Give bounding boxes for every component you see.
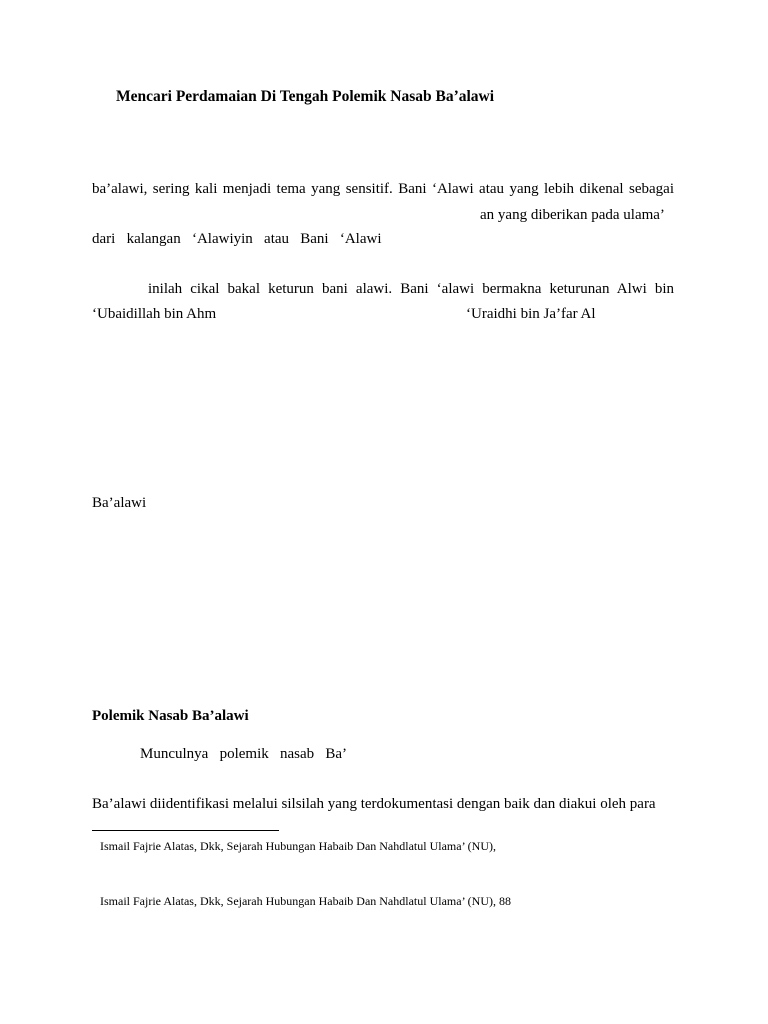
section-paragraph-first-line: Munculnya polemik nasab Ba’ xyxy=(140,746,348,762)
paragraph-2-line-1: inilah cikal bakal keturun bani alawi. Bani ‘alawi bermakna keturunan Alwi bin xyxy=(148,281,674,297)
footnote-2: Ismail Fajrie Alatas, Dkk, Sejarah Hubungan Habaib Dan Nahdlatul Ulama’ (NU), 88 xyxy=(100,894,511,908)
paragraph-2-line-2-right: ‘Uraidhi bin Ja’far Al xyxy=(466,306,596,322)
section-paragraph-second-line: Ba’alawi diidentifikasi melalui silsilah yang terdokumentasi dengan baik dan diakui oleh para xyxy=(92,796,656,812)
paragraph-2-line-2-left: ‘Ubaidillah bin Ahm xyxy=(92,306,217,322)
document-title: Mencari Perdamaian Di Tengah Polemik Nasab Ba’alawi xyxy=(116,88,495,105)
paragraph-1-line-3: dari kalangan ‘Alawiyin atau Bani ‘Alawi xyxy=(92,231,382,247)
paragraph-1-line-1: ba’alawi, sering kali menjadi tema yang sensitif. Bani ‘Alawi atau yang lebih dikenal sebagai xyxy=(92,181,674,197)
footnote-1: Ismail Fajrie Alatas, Dkk, Sejarah Hubungan Habaib Dan Nahdlatul Ulama’ (NU), xyxy=(100,839,496,853)
paragraph-1-line-2-fragment: an yang diberikan pada ulama’ xyxy=(480,207,665,223)
isolated-word: Ba’alawi xyxy=(92,495,147,511)
section-heading: Polemik Nasab Ba’alawi xyxy=(92,708,249,724)
footnote-separator xyxy=(92,830,279,831)
